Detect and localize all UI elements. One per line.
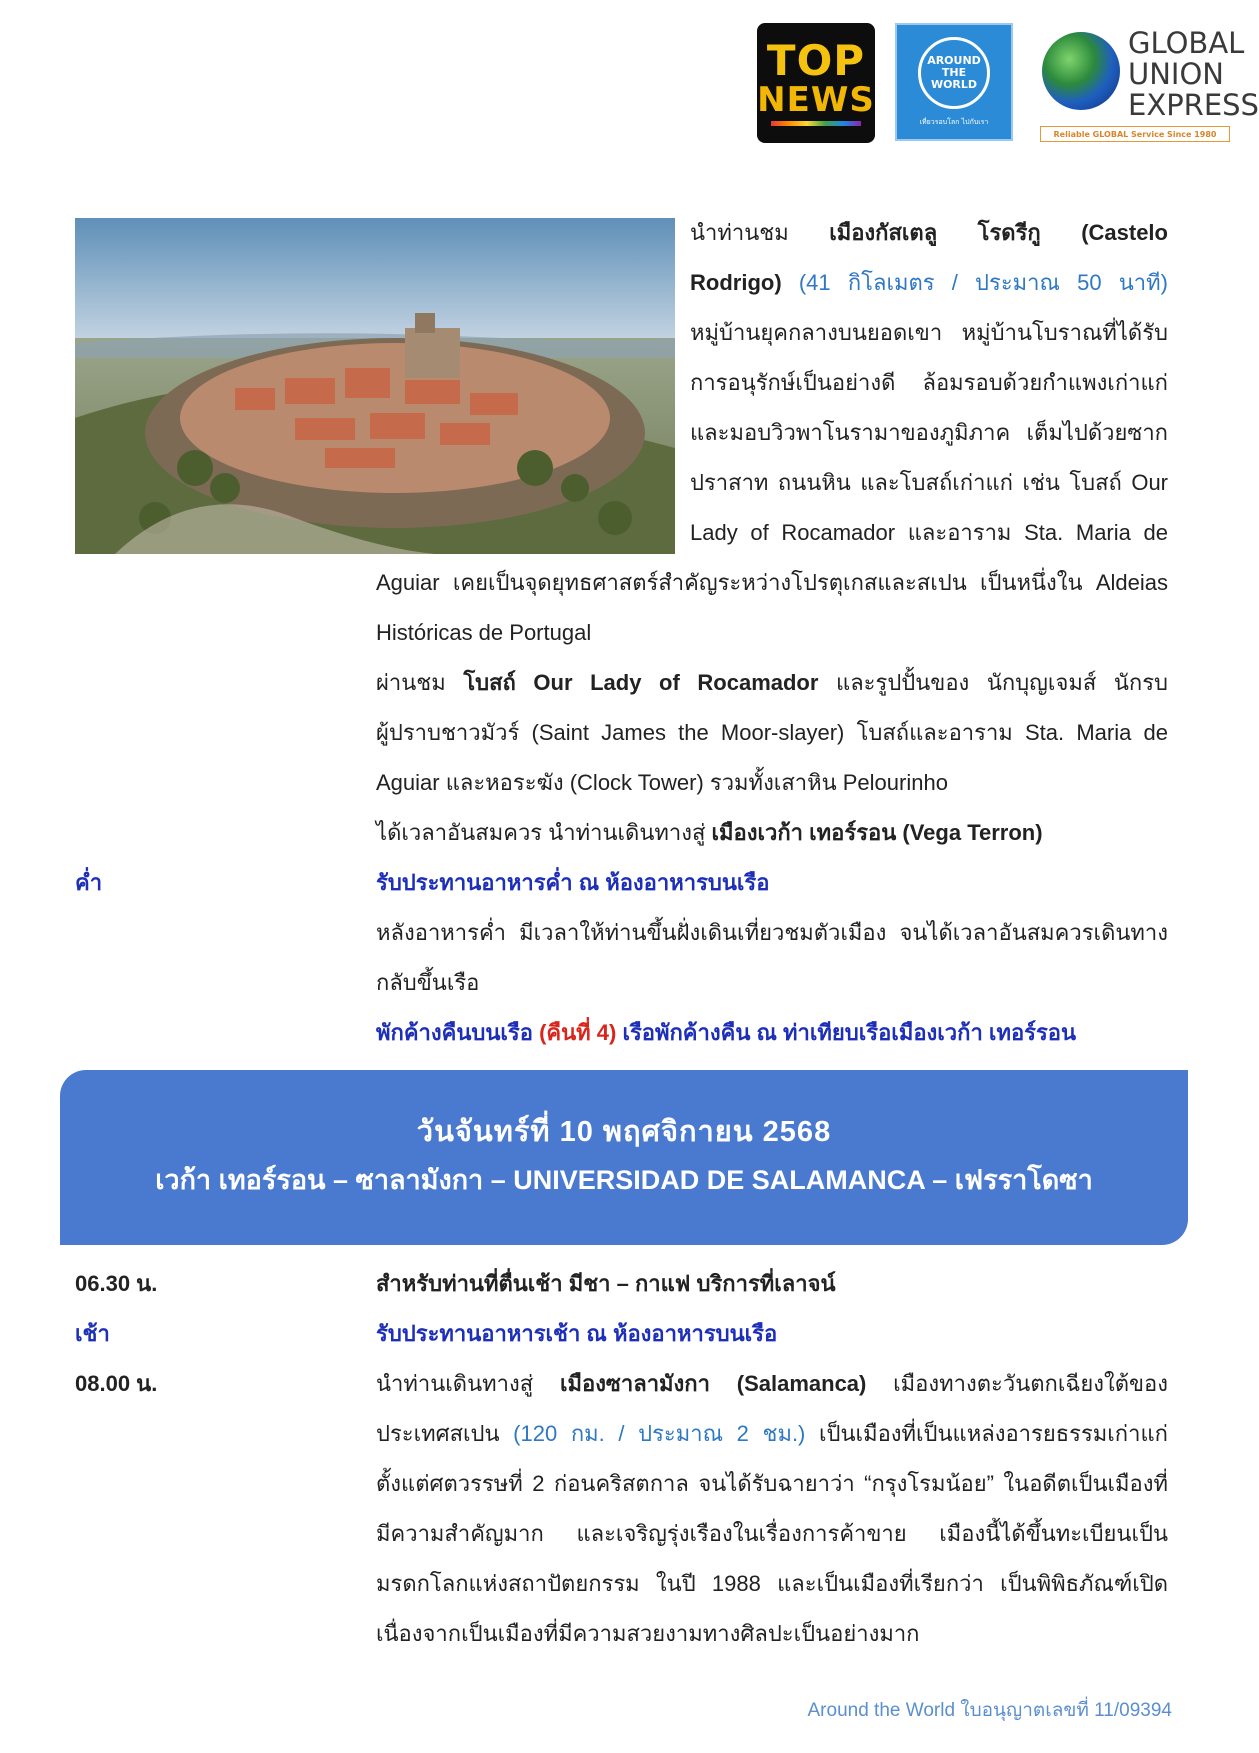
castelo-line-4: การอนุรักษ์เป็นอย่างดี ล้อมรอบด้วยกำแพงเก่าแก่ — [690, 370, 1168, 395]
gue-line1: GLOBAL — [1128, 26, 1245, 60]
rocamador-church: โบสถ์ Our Lady of Rocamador — [463, 670, 819, 695]
salamanca-line-2-post: เป็นเมืองที่เป็นแหล่งอารยธรรมเก่าแก่ — [805, 1421, 1168, 1446]
castelo-rodrigo-title-end: Rodrigo) — [690, 270, 782, 295]
salamanca-line-4: มีความสำคัญมาก และเจริญรุ่งเรืองในเรื่องการค้าขาย เมืองนี้ได้ขึ้นทะเบียนเป็น — [376, 1521, 1168, 1546]
castelo-line-12: Aguiar และหอระฆัง (Clock Tower) รวมทั้งเสาหิน Pelourinho — [376, 770, 948, 795]
castelo-line-1 — [690, 208, 1168, 258]
day-banner — [60, 1070, 1188, 1245]
castelo-line-10-post: และรูปปั้นของ นักบุญเจมส์ นักรบ — [818, 670, 1168, 695]
banner-route: เวก้า เทอร์รอน – ซาลามังกา – UNIVERSIDAD DE SALAMANCA – เฟรราโดซา — [155, 1165, 1093, 1195]
overnight-b: เรือพักค้างคืน ณ ท่าเทียบเรือเมืองเวก้า เทอร์รอน — [616, 1020, 1077, 1045]
castelo-line-11: ผู้ปราบชาวมัวร์ (Saint James the Moor-slayer) โบสถ์และอาราม Sta. Maria de — [376, 720, 1168, 745]
license-footer: Around the World ใบอนุญาตเลขที่ 11/09394 — [807, 1700, 1172, 1721]
castelo-line-2 — [690, 258, 1168, 308]
vega-terron-title: เมืองเวก้า เทอร์รอน (Vega Terron) — [711, 820, 1043, 845]
topnews-logo-bar — [771, 121, 861, 126]
castelo-line-3: หมู่บ้านยุคกลางบนยอดเขา หมู่บ้านโบราณที่ได้รับ — [690, 320, 1168, 345]
castelo-rodrigo-title: เมืองกัสเตลู โรดรีกู (Castelo — [829, 220, 1168, 245]
time-0630: 06.30 น. — [75, 1271, 158, 1296]
tea-coffee-service: สำหรับท่านที่ตื่นเช้า มีชา – กาแฟ บริการที่เลาจน์ — [376, 1271, 836, 1296]
dinner-line-2: กลับขึ้นเรือ — [376, 970, 480, 995]
atw-globe-icon — [918, 37, 990, 109]
salamanca-line-1-post: เมืองทางตะวันตกเฉียงใต้ของ — [866, 1371, 1168, 1396]
gue-line3: EXPRESS — [1128, 88, 1259, 122]
gue-tagline: Reliable GLOBAL Service Since 1980 — [1040, 126, 1230, 142]
castelo-line-6: ปราสาท ถนนหิน และโบสถ์เก่าแก่ เช่น โบสถ์ Our — [690, 470, 1168, 495]
topnews-logo-top: TOP — [766, 36, 866, 85]
overnight-line — [376, 1008, 1076, 1058]
global-union-express-logo — [1040, 26, 1259, 143]
breakfast-title: รับประทานอาหารเช้า ณ ห้องอาหารบนเรือ — [376, 1321, 778, 1346]
castelo-line-10-pre: ผ่านชม — [376, 670, 464, 695]
globe-icon — [1042, 32, 1120, 110]
dinner-label: ค่ำ — [75, 870, 103, 895]
salamanca-line-5: มรดกโลกแห่งสถาปัตยกรรม ในปี 1988 และเป็นเมืองที่เรียกว่า เป็นพิพิธภัณฑ์เปิด — [376, 1571, 1168, 1596]
atw-logo-text: AROUND THE WORLD — [927, 53, 981, 91]
castelo-distance: (41 กิโลเมตร / ประมาณ 50 นาที) — [781, 270, 1168, 295]
topnews-logo — [757, 23, 875, 143]
overnight-a: พักค้างคืนบนเรือ — [376, 1020, 540, 1045]
castelo-line-13-pre: ได้เวลาอันสมควร นำท่านเดินทางสู่ — [376, 820, 712, 845]
salamanca-line-1 — [376, 1359, 1168, 1409]
atw-tagline: เที่ยวรอบโลก ไปกับเรา — [919, 117, 989, 126]
salamanca-line-2 — [376, 1409, 1168, 1459]
gue-line2: UNION — [1128, 57, 1224, 91]
castelo-line-13 — [376, 808, 1043, 858]
castelo-line-10 — [376, 658, 1168, 708]
dinner-title: รับประทานอาหารค่ำ ณ ห้องอาหารบนเรือ — [376, 870, 770, 895]
castelo-line-1-pre: นำท่านชม — [690, 220, 830, 245]
banner-date: วันจันทร์ที่ 10 พฤศจิกายน 2568 — [416, 1116, 832, 1148]
castelo-line-7: Lady of Rocamador และอาราม Sta. Maria de — [690, 520, 1168, 545]
castelo-rodrigo-photo — [75, 218, 675, 554]
time-0800: 08.00 น. — [75, 1371, 158, 1396]
salamanca-line-6: เนื่องจากเป็นเมืองที่มีความสวยงามทางศิลปะเป็นอย่างมาก — [376, 1621, 920, 1646]
salamanca-title: เมืองซาลามังกา (Salamanca) — [559, 1371, 867, 1396]
salamanca-line-2-pre: ประเทศสเปน — [376, 1421, 514, 1446]
castelo-line-9: Históricas de Portugal — [376, 620, 592, 645]
breakfast-label: เช้า — [75, 1321, 110, 1346]
castelo-line-5: และมอบวิวพาโนรามาของภูมิภาค เต็มไปด้วยซาก — [690, 420, 1168, 445]
gue-wordmark — [1128, 28, 1259, 121]
castelo-line-8: Aguiar เคยเป็นจุดยุทธศาสตร์สำคัญระหว่างโปรตุเกสและสเปน เป็นหนึ่งใน Aldeias — [376, 570, 1168, 595]
salamanca-line-3: ตั้งแต่ศตวรรษที่ 2 ก่อนคริสตกาล จนได้รับฉายาว่า “กรุงโรมน้อย” ในอดีตเป็นเมืองที่ — [376, 1471, 1168, 1496]
topnews-logo-news: NEWS — [757, 80, 875, 120]
overnight-night-number: (คืนที่ 4) — [539, 1020, 617, 1045]
around-the-world-logo — [895, 23, 1013, 141]
dinner-line-1: หลังอาหารค่ำ มีเวลาให้ท่านขึ้นฝั่งเดินเที่ยวชมตัวเมือง จนได้เวลาอันสมควรเดินทาง — [376, 920, 1168, 945]
salamanca-distance: (120 กม. / ประมาณ 2 ชม.) — [513, 1421, 806, 1446]
salamanca-line-1-pre: นำท่านเดินทางสู่ — [376, 1371, 560, 1396]
